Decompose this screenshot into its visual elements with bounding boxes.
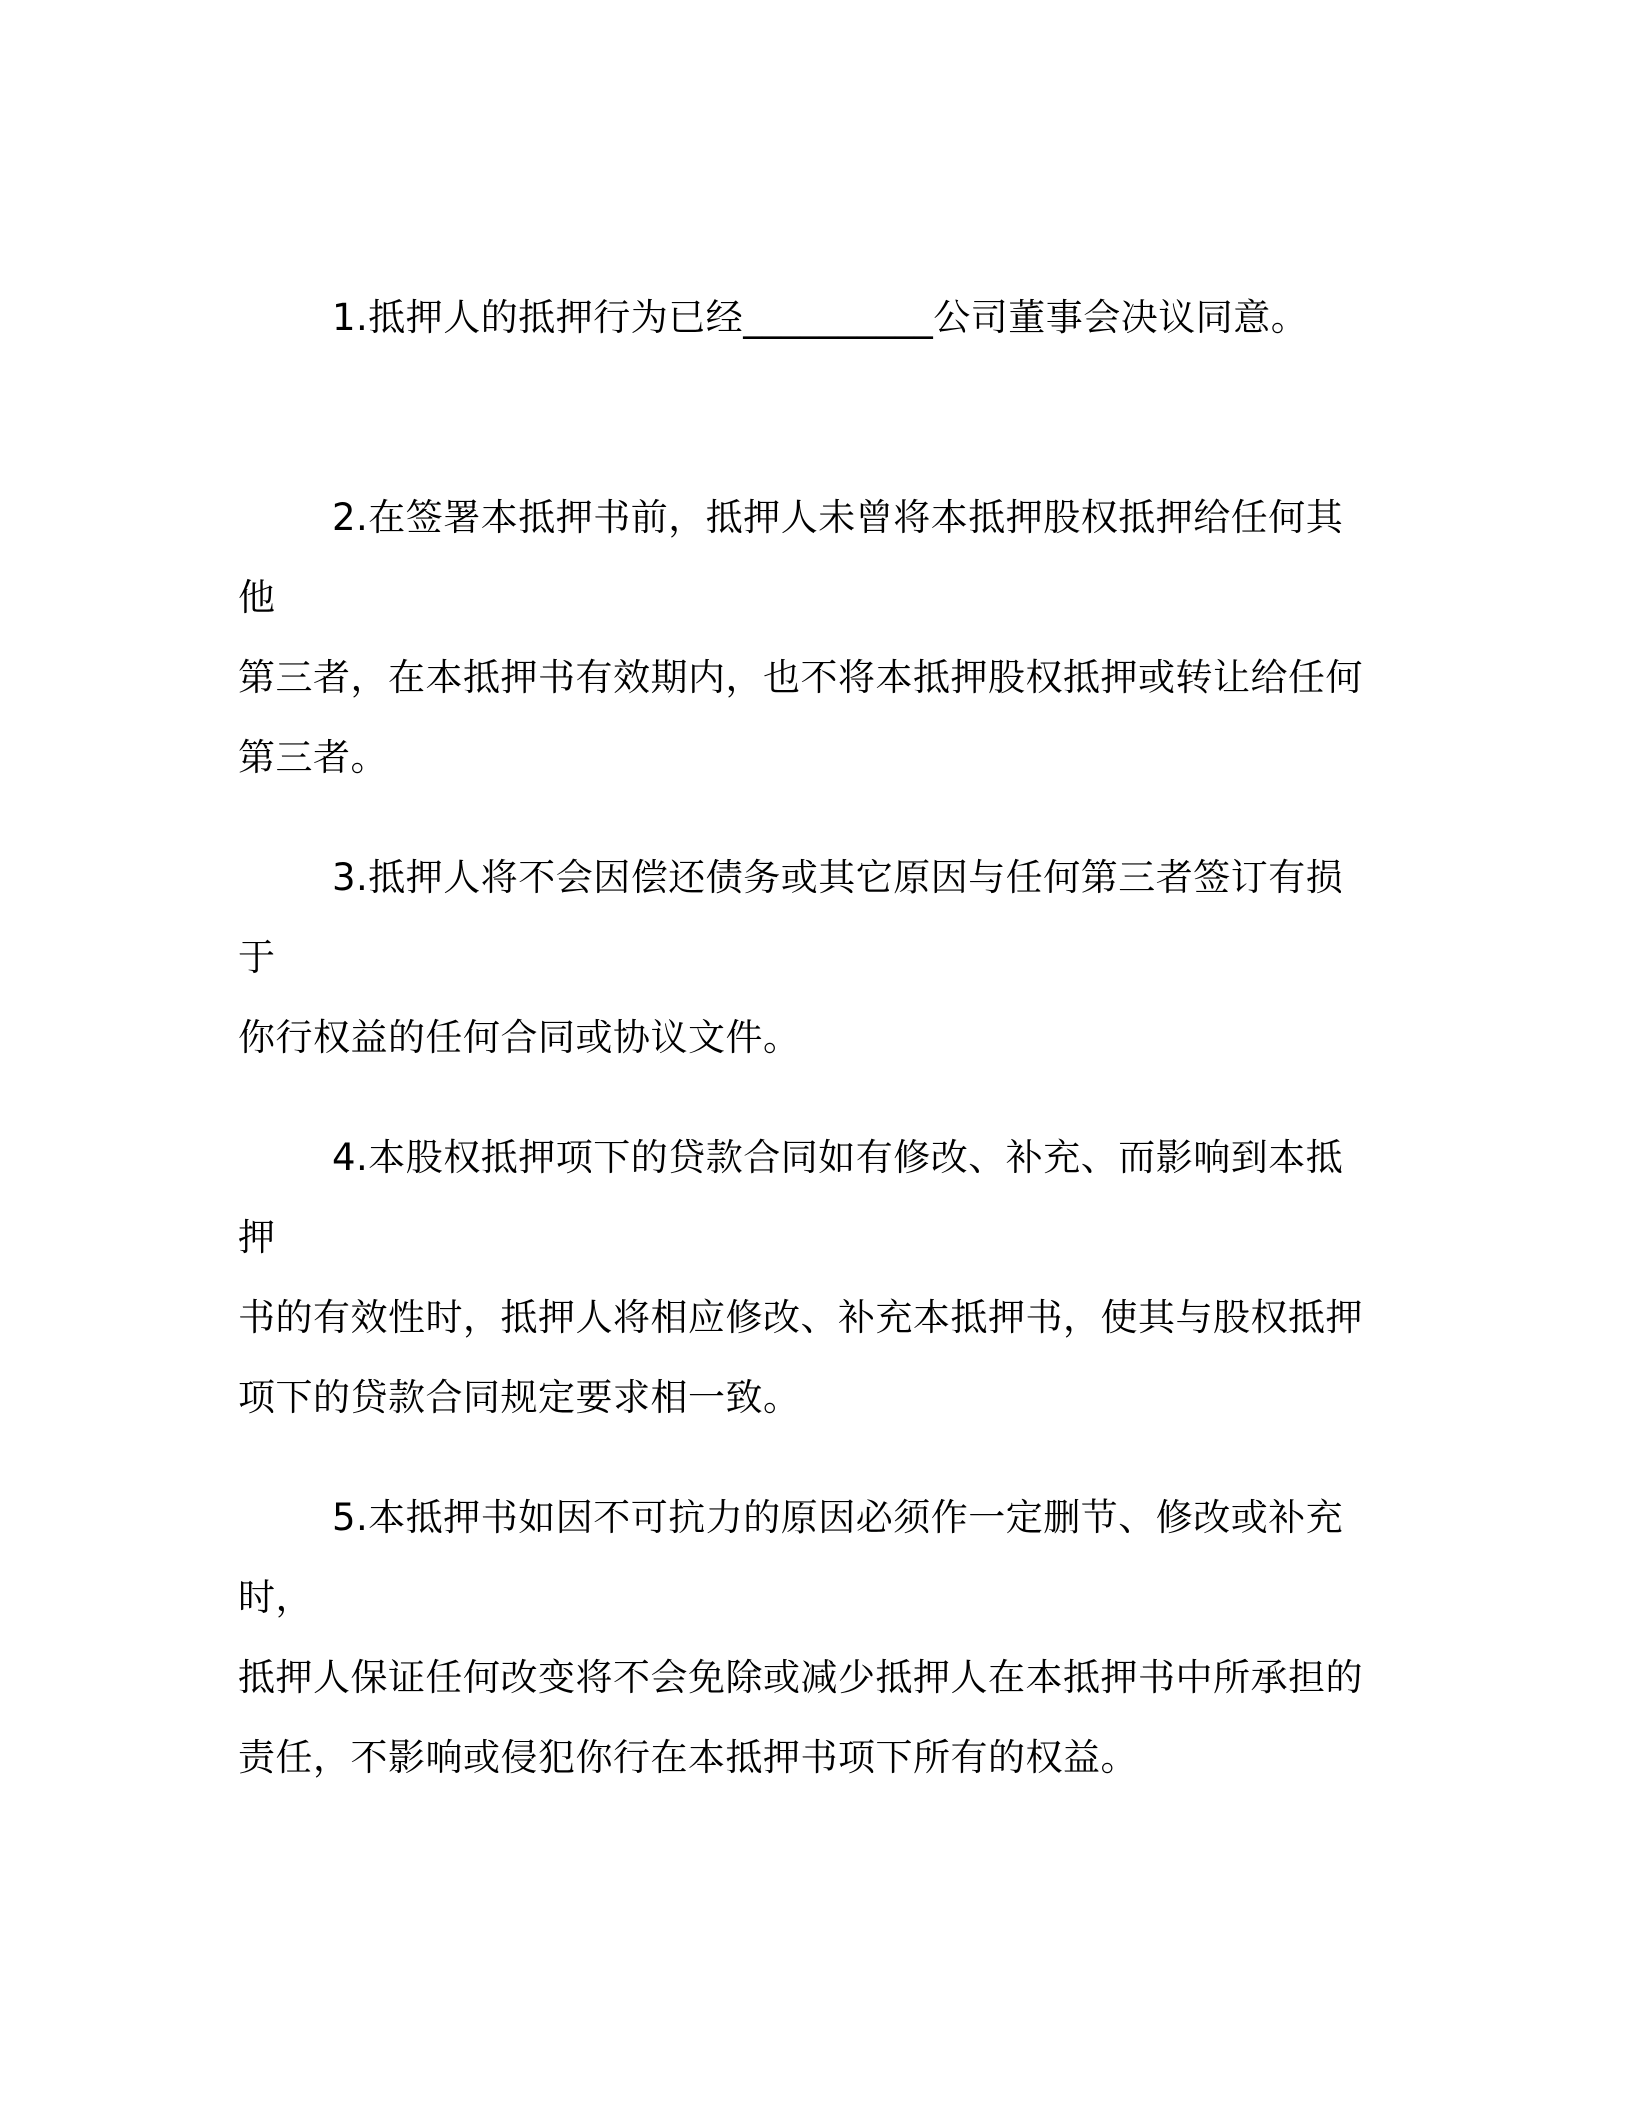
clause-5-line-2: 抵押人保证任何改变将不会免除或减少抵押人在本抵押书中所承担的 xyxy=(238,1656,1363,1699)
clause-5-line-1: 5.本抵押书如因不可抗力的原因必须作一定删节、修改或补充时， xyxy=(238,1496,1344,1619)
clause-5 xyxy=(238,1478,1368,1798)
clause-4-line-3: 项下的贷款合同规定要求相一致。 xyxy=(238,1376,801,1419)
clause-5-line-3: 责任，不影响或侵犯你行在本抵押书项下所有的权益。 xyxy=(238,1736,1138,1779)
clause-2-line-2: 第三者，在本抵押书有效期内，也不将本抵押股权抵押或转让给任何 xyxy=(238,656,1363,699)
clause-2 xyxy=(238,478,1368,798)
clause-4 xyxy=(238,1118,1368,1438)
clause-3-line-1: 3.抵押人将不会因偿还债务或其它原因与任何第三者签订有损于 xyxy=(238,856,1344,979)
clause-4-line-1: 4.本股权抵押项下的贷款合同如有修改、补充、而影响到本抵押 xyxy=(238,1136,1344,1259)
clause-3-line-2: 你行权益的任何合同或协议文件。 xyxy=(238,1016,801,1059)
clause-4-line-2: 书的有效性时，抵押人将相应修改、补充本抵押书，使其与股权抵押 xyxy=(238,1296,1363,1339)
clause-1-line-1: 1.抵押人的抵押行为已经__________公司董事会决议同意。 xyxy=(332,296,1309,339)
clause-3 xyxy=(238,838,1368,1078)
clause-1 xyxy=(238,278,1368,358)
clause-2-line-3: 第三者。 xyxy=(238,736,388,779)
clause-2-line-1: 2.在签署本抵押书前，抵押人未曾将本抵押股权抵押给任何其他 xyxy=(238,496,1344,619)
